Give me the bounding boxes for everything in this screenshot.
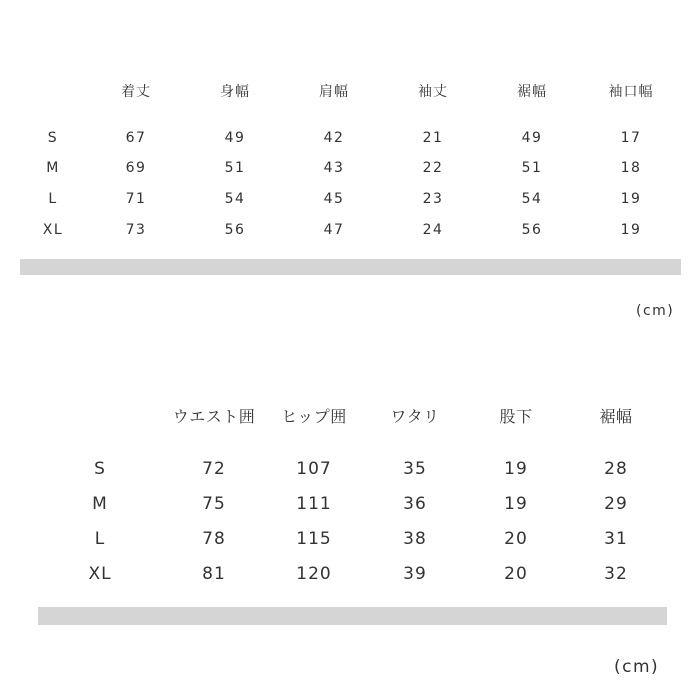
bottom-header-hip: ヒップ囲 <box>281 407 347 426</box>
top-cell: 71 <box>125 191 147 207</box>
top-size-label: XL <box>42 222 64 238</box>
bottom-header-hem-width: 裾幅 <box>599 407 633 426</box>
top-cell: 51 <box>521 160 543 176</box>
top-cell: 23 <box>422 191 444 207</box>
bottom-header-waist: ウエスト囲 <box>172 407 256 426</box>
bottom-table-divider-bar <box>38 607 667 625</box>
top-cell: 54 <box>224 191 246 207</box>
bottom-cell: 20 <box>504 529 528 549</box>
bottom-cell: 107 <box>296 459 332 479</box>
bottom-unit-label: (cm) <box>614 657 660 677</box>
bottom-size-label: XL <box>88 564 112 584</box>
bottom-size-label: M <box>92 494 108 514</box>
top-cell: 22 <box>422 160 444 176</box>
top-cell: 73 <box>125 222 147 238</box>
top-header-hem-width: 裾幅 <box>517 84 547 100</box>
bottom-cell: 75 <box>202 494 226 514</box>
bottom-cell: 32 <box>604 564 628 584</box>
top-cell: 56 <box>521 222 543 238</box>
top-cell: 69 <box>125 160 147 176</box>
top-cell: 43 <box>323 160 345 176</box>
top-cell: 19 <box>620 191 642 207</box>
top-cell: 67 <box>125 130 147 146</box>
bottom-cell: 115 <box>296 529 332 549</box>
top-cell: 54 <box>521 191 543 207</box>
bottom-cell: 31 <box>604 529 628 549</box>
top-cell: 24 <box>422 222 444 238</box>
bottom-cell: 35 <box>403 459 427 479</box>
top-cell: 45 <box>323 191 345 207</box>
top-cell: 19 <box>620 222 642 238</box>
bottom-header-thigh: ワタリ <box>390 407 440 426</box>
top-cell: 49 <box>521 130 543 146</box>
bottom-cell: 72 <box>202 459 226 479</box>
top-cell: 47 <box>323 222 345 238</box>
bottom-cell: 120 <box>296 564 332 584</box>
top-size-label: M <box>46 160 60 176</box>
top-table-divider-bar <box>20 259 681 275</box>
bottom-cell: 38 <box>403 529 427 549</box>
top-header-length: 着丈 <box>121 84 151 100</box>
bottom-header-inseam: 股下 <box>499 407 533 426</box>
bottom-cell: 39 <box>403 564 427 584</box>
top-header-shoulder-width: 肩幅 <box>319 84 349 100</box>
bottom-cell: 81 <box>202 564 226 584</box>
top-size-label: L <box>48 191 58 207</box>
top-cell: 21 <box>422 130 444 146</box>
bottom-cell: 78 <box>202 529 226 549</box>
top-unit-label: (cm) <box>636 303 675 319</box>
top-cell: 49 <box>224 130 246 146</box>
top-cell: 18 <box>620 160 642 176</box>
top-cell: 17 <box>620 130 642 146</box>
top-cell: 51 <box>224 160 246 176</box>
top-cell: 56 <box>224 222 246 238</box>
top-header-sleeve-length: 袖丈 <box>418 84 448 100</box>
bottom-cell: 28 <box>604 459 628 479</box>
bottom-size-label: S <box>94 459 106 479</box>
top-cell: 42 <box>323 130 345 146</box>
top-header-body-width: 身幅 <box>220 84 250 100</box>
top-header-cuff-width: 袖口幅 <box>608 84 654 100</box>
top-size-label: S <box>47 130 59 146</box>
bottom-cell: 19 <box>504 459 528 479</box>
bottom-cell: 36 <box>403 494 427 514</box>
bottom-size-label: L <box>94 529 106 549</box>
bottom-cell: 19 <box>504 494 528 514</box>
bottom-cell: 29 <box>604 494 628 514</box>
bottom-cell: 111 <box>296 494 332 514</box>
bottom-cell: 20 <box>504 564 528 584</box>
